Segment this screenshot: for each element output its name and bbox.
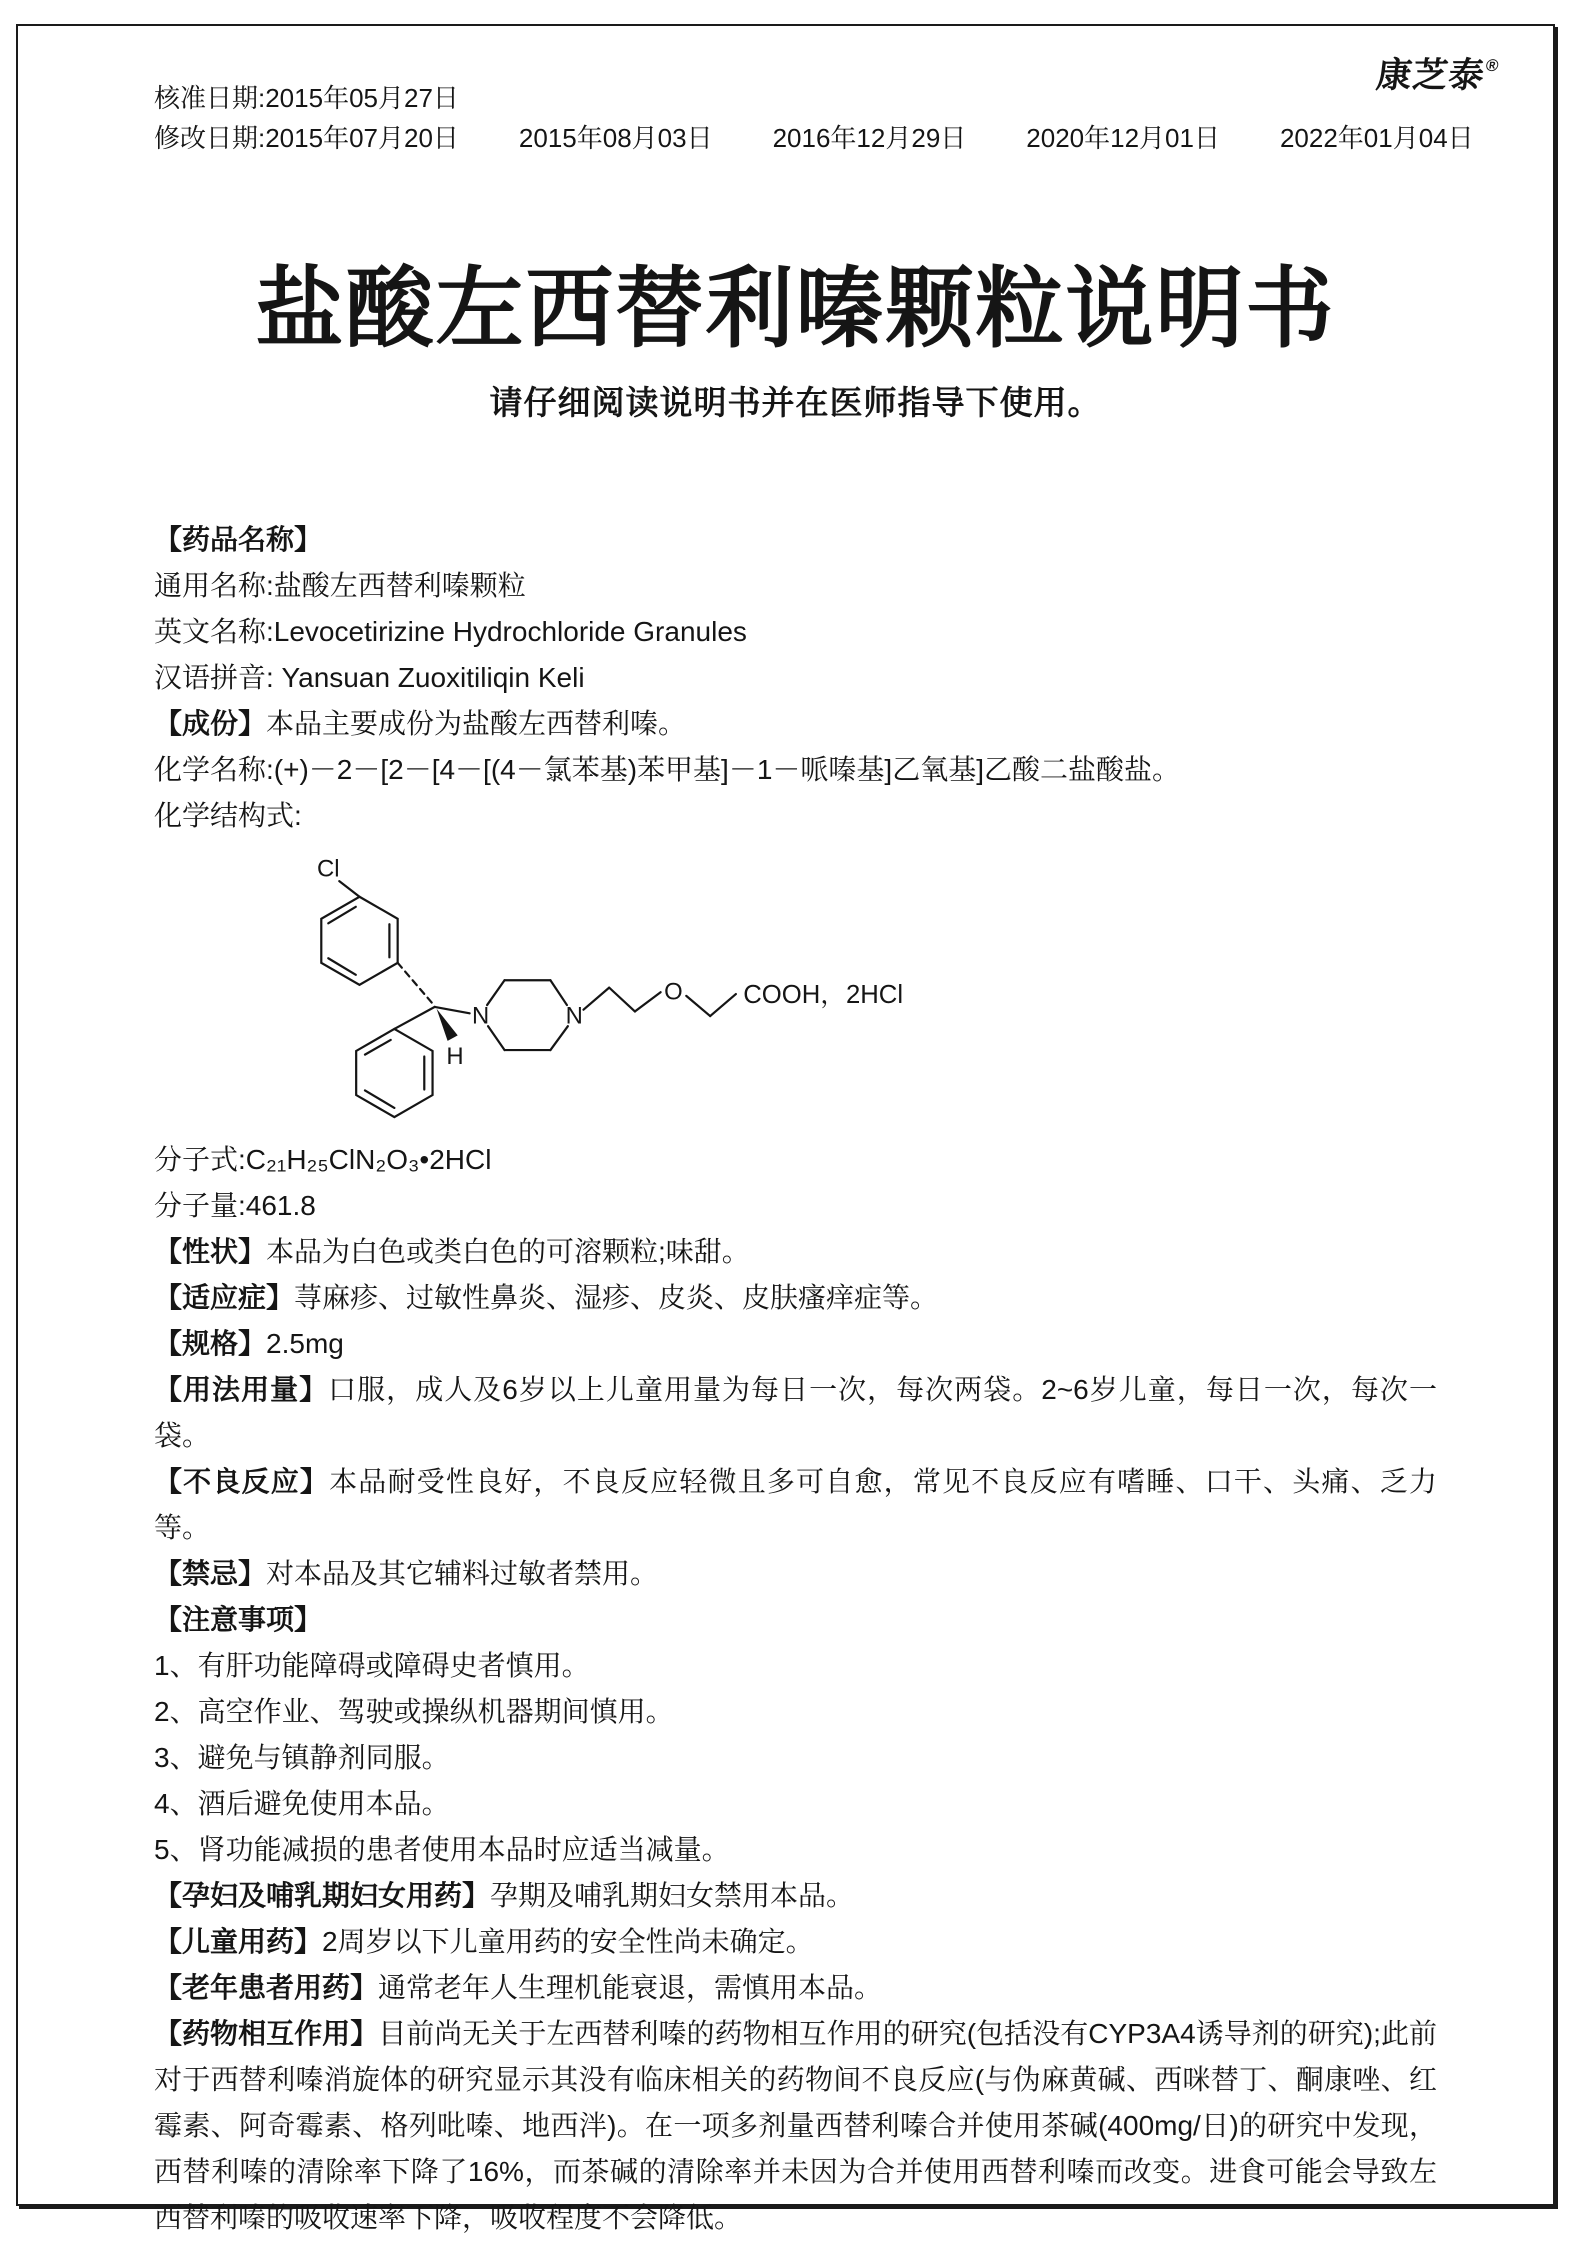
registered-trademark-icon: ® bbox=[1485, 56, 1502, 75]
section-tag: 【药品名称】 bbox=[154, 524, 323, 556]
text-line bbox=[154, 1965, 1437, 2011]
section-tag: 【禁忌】 bbox=[154, 1558, 267, 1590]
section-tag: 【规格】 bbox=[154, 1328, 267, 1360]
text-line bbox=[154, 1919, 1437, 1965]
text-line bbox=[154, 1229, 1437, 1275]
revision-date: 2020年12月01日 bbox=[1026, 123, 1220, 153]
text-line bbox=[154, 1137, 1437, 1183]
line-text: 5、肾功能减损的患者使用本品时应适当减量。 bbox=[154, 1834, 730, 1866]
hydrogen-label: H bbox=[446, 1043, 464, 1071]
text-line bbox=[154, 1367, 1437, 1459]
text-line bbox=[154, 1827, 1437, 1873]
section-tag: 【孕妇及哺乳期妇女用药】 bbox=[154, 1880, 491, 1912]
text-line bbox=[154, 1873, 1437, 1919]
section-tag: 【儿童用药】 bbox=[154, 1926, 323, 1958]
approval-date: 核准日期:2015年05月27日 bbox=[154, 83, 459, 113]
section-tag: 【不良反应】 bbox=[154, 1466, 330, 1498]
line-text: 2周岁以下儿童用药的安全性尚未确定。 bbox=[322, 1926, 814, 1958]
wedge-bond bbox=[437, 1009, 458, 1041]
line-text: 口服，成人及6岁以上儿童用量为每日一次，每次两袋。2~6岁儿童，每日一次，每次一袋。 bbox=[154, 1374, 1437, 1452]
line-text: 化学结构式: bbox=[154, 800, 302, 832]
body-lines-top bbox=[154, 517, 1437, 839]
line-text: 2、高空作业、驾驶或操纵机器期间慎用。 bbox=[154, 1696, 674, 1728]
section-tag: 【用法用量】 bbox=[154, 1374, 329, 1406]
line-text: 2.5mg bbox=[266, 1328, 344, 1360]
line-text: 本品为白色或类白色的可溶颗粒;味甜。 bbox=[266, 1236, 750, 1268]
text-line bbox=[154, 655, 1437, 701]
section-tag: 【注意事项】 bbox=[154, 1604, 323, 1636]
revision-date: 2015年08月03日 bbox=[518, 123, 713, 153]
line-text: 4、酒后避免使用本品。 bbox=[154, 1788, 450, 1820]
line-text: 3、避免与镇静剂同服。 bbox=[154, 1742, 450, 1774]
text-line bbox=[154, 1781, 1437, 1827]
text-line bbox=[154, 1735, 1437, 1781]
text-line bbox=[154, 563, 1437, 609]
line-text: 通常老年人生理机能衰退，需慎用本品。 bbox=[378, 1972, 883, 2004]
text-line bbox=[154, 1275, 1437, 1321]
revision-date: 修改日期:2015年07月20日 bbox=[154, 123, 459, 153]
brand-logo bbox=[1374, 48, 1502, 98]
line-text: 本品主要成份为盐酸左西替利嗪。 bbox=[266, 708, 687, 740]
leaflet-sheet bbox=[16, 24, 1555, 2234]
line-text: 孕期及哺乳期妇女禁用本品。 bbox=[490, 1880, 855, 1912]
text-line bbox=[154, 1551, 1437, 1597]
line-text: 荨麻疹、过敏性鼻炎、湿疹、皮炎、皮肤瘙痒症等。 bbox=[294, 1282, 939, 1314]
oxygen-label: O bbox=[664, 978, 683, 1006]
revision-date-row bbox=[154, 118, 1474, 158]
line-text: 英文名称:Levocetirizine Hydrochloride Granules bbox=[154, 616, 747, 648]
section-tag: 【性状】 bbox=[154, 1236, 267, 1268]
body-lines-bottom bbox=[154, 1137, 1437, 2241]
text-line bbox=[154, 793, 1437, 839]
text-line bbox=[154, 1643, 1437, 1689]
text-line bbox=[154, 2011, 1437, 2241]
section-tag: 【成份】 bbox=[154, 708, 267, 740]
document-body bbox=[154, 517, 1437, 2241]
approval-date-row bbox=[154, 78, 1437, 118]
text-line bbox=[154, 1459, 1437, 1551]
line-text: 目前尚无关于左西替利嗪的药物相互作用的研究(包括没有CYP3A4诱导剂的研究);此前对于西替利嗪消旋体的研究显示其没有临床相关的药物间不良反应(与伪麻黄碱、西咪替丁、酮康唑、红霉素、阿奇霉素、格列吡嗪、地西泮)。在一项多剂量西替利嗪合并使用茶碱(400mg/日)的研究中发现，西替利嗪的清除率下降了16%，而茶碱的清除率并未因为合并使用西替利嗪而改变。进食可能会导致左西替利嗪的吸收速率下降，吸收程度不会降低。 bbox=[154, 2018, 1437, 2234]
page-subtitle: 请仔细阅读说明书并在医师指导下使用。 bbox=[489, 384, 1102, 422]
text-line bbox=[154, 517, 1437, 563]
line-text: 对本品及其它辅料过敏者禁用。 bbox=[266, 1558, 659, 1590]
revision-date: 2022年01月04日 bbox=[1279, 123, 1474, 153]
nitrogen-left-label: N bbox=[472, 1002, 490, 1030]
section-tag: 【老年患者用药】 bbox=[154, 1972, 379, 2004]
section-tag: 【药物相互作用】 bbox=[154, 2018, 379, 2050]
text-line bbox=[154, 609, 1437, 655]
line-text: 分子量:461.8 bbox=[154, 1190, 316, 1222]
text-line bbox=[154, 1321, 1437, 1367]
revision-date: 2016年12月29日 bbox=[772, 123, 967, 153]
text-line bbox=[154, 747, 1437, 793]
brand-name: 康芝泰 bbox=[1374, 56, 1488, 95]
line-text: 通用名称:盐酸左西替利嗪颗粒 bbox=[154, 570, 526, 602]
line-text: 1、有肝功能障碍或障碍史者慎用。 bbox=[154, 1650, 590, 1682]
chemical-structure-figure bbox=[250, 849, 1437, 1129]
acid-group-label: COOH，2HCl bbox=[743, 981, 904, 1010]
section-tag: 【适应症】 bbox=[154, 1282, 295, 1314]
text-line bbox=[154, 1689, 1437, 1735]
text-line bbox=[154, 1183, 1437, 1229]
chemical-structure-drawing bbox=[250, 849, 950, 1129]
chlorine-label: Cl bbox=[316, 855, 340, 883]
text-line bbox=[154, 701, 1437, 747]
line-text: 汉语拼音: Yansuan Zuoxitiliqin Keli bbox=[154, 662, 585, 694]
header-dates bbox=[154, 78, 1474, 158]
text-line bbox=[154, 1597, 1437, 1643]
line-text: 本品耐受性良好，不良反应轻微且多可自愈，常见不良反应有嗜睡、口干、头痛、乏力等。 bbox=[154, 1466, 1437, 1544]
nitrogen-right-label: N bbox=[565, 1002, 583, 1030]
page-title: 盐酸左西替利嗪颗粒说明书 bbox=[255, 259, 1336, 358]
line-text: 分子式:C₂₁H₂₅ClN₂O₃•2HCl bbox=[154, 1144, 492, 1176]
line-text: 化学名称:(+)－2－[2－[4－[(4－氯苯基)苯甲基]－1－哌嗪基]乙氧基]乙酸二盐酸盐。 bbox=[154, 754, 1180, 786]
